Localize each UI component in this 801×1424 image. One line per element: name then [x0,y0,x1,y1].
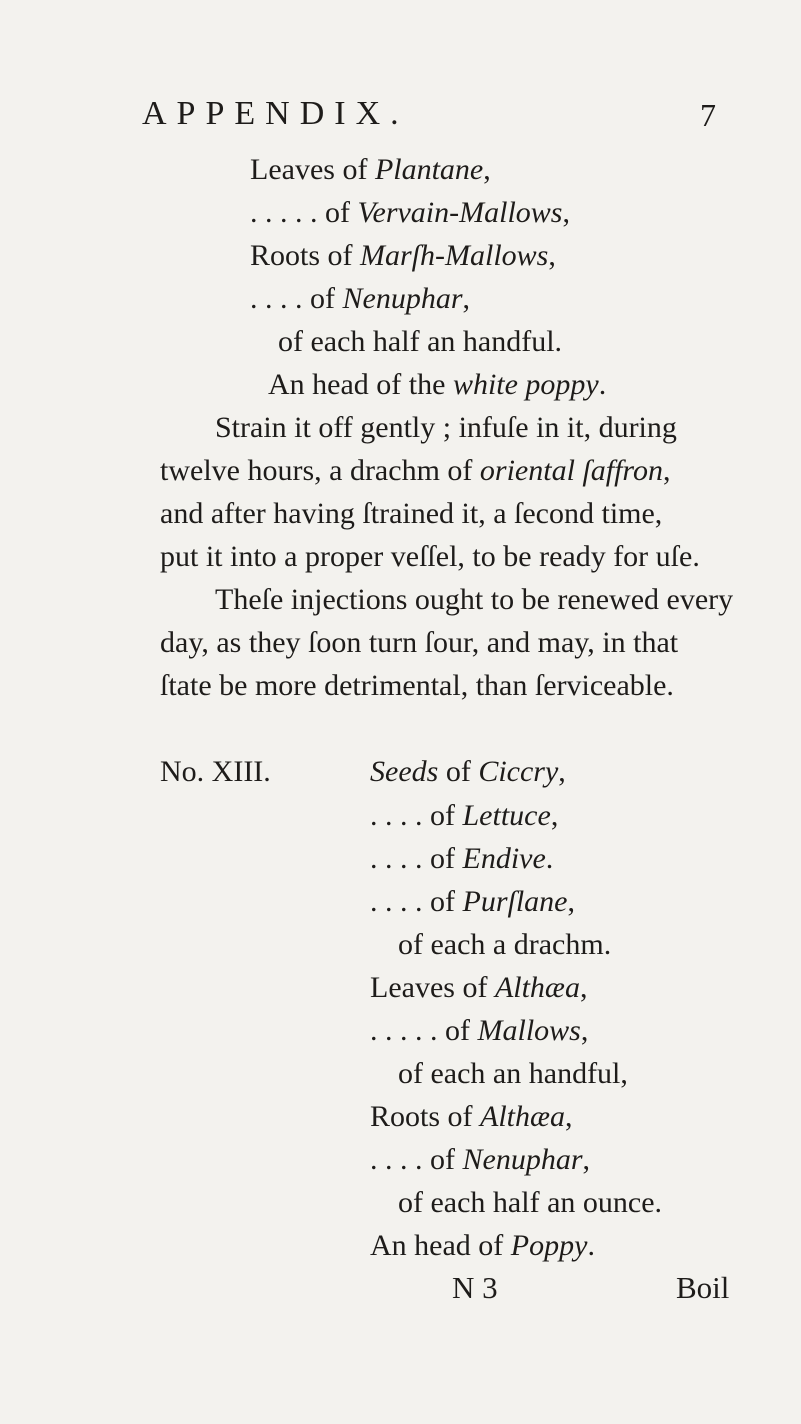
recipe-line: Leaves of Althæa, [370,971,588,1004]
recipe-quantity: of each half an handful. [278,325,563,358]
recipe-quantity: of each a drachm. [398,928,612,961]
page-number: 7 [700,97,716,133]
recipe-number: No. XIII. [160,755,271,788]
catchword: Boil [676,1270,730,1305]
recipe-line: . . . . . of Mallows, [370,1014,589,1047]
paragraph-line: Theſe injections ought to be renewed every [215,583,734,616]
recipe-line: Roots of Althæa, [370,1100,573,1133]
paragraph-line: and after having ſtrained it, a ſecond time, [160,497,663,530]
signature-mark: N 3 [452,1270,498,1305]
paragraph-line: Strain it off gently ; infuſe in it, during [215,411,677,444]
recipe-line: An head of Poppy. [370,1229,595,1262]
paragraph-line: day, as they ſoon turn ſour, and may, in that [160,626,679,659]
recipe-line: . . . . . of Vervain-Mallows, [250,196,570,229]
paragraph-line: put it into a proper veſſel, to be ready for uſe. [160,540,700,573]
paragraph-line: twelve hours, a drachm of oriental ſaffron, [160,454,671,487]
recipe-quantity: of each an handful, [398,1057,628,1090]
recipe-quantity: of each half an ounce. [398,1186,663,1219]
recipe-line: . . . . of Nenuphar, [370,1143,590,1176]
running-header: APPENDIX. [142,95,409,132]
recipe-line: An head of the white poppy. [268,368,607,401]
recipe-line: . . . . of Endive. [370,842,554,875]
recipe-line: Seeds of Ciccry, [370,755,566,788]
recipe-line: . . . . of Nenuphar, [250,282,470,315]
recipe-line: Leaves of Plantane, [250,153,491,186]
recipe-line: Roots of Marſh-Mallows, [250,239,556,272]
recipe-line: . . . . of Purſlane, [370,885,575,918]
paragraph-line: ſtate be more detrimental, than ſerviceable. [160,669,674,702]
recipe-line: . . . . of Lettuce, [370,799,559,832]
